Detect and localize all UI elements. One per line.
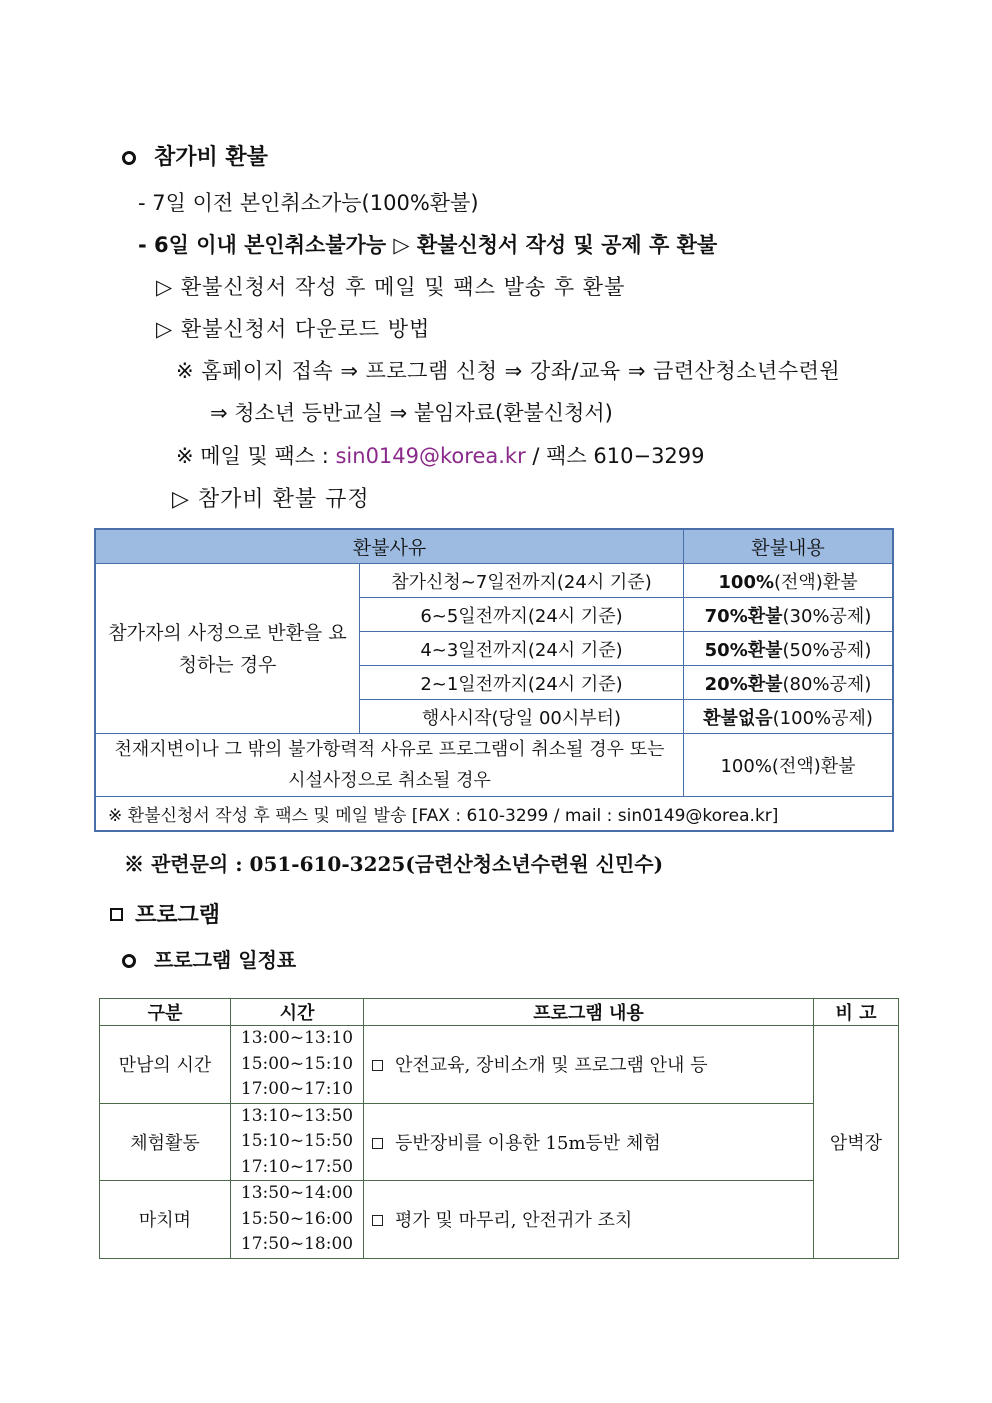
checkbox-square-icon [372, 1138, 383, 1149]
program-title: 프로그램 [110, 898, 220, 929]
inquiry-line: ※ 관련문의 : 051-610-3225(금련산청소년수련원 신민수) [124, 852, 664, 876]
content-cell: 안전교육, 장비소개 및 프로그램 안내 등 [364, 1026, 814, 1104]
schedule-title: 프로그램 일정표 [122, 944, 296, 973]
category-cell: 만남의 시간 [100, 1026, 231, 1104]
contact-prefix: ※ 메일 및 팩스 : [176, 444, 336, 468]
group1-label: 참가자의 사정으로 반환을 요청하는 경우 [95, 564, 360, 734]
group2-label: 천재지변이나 그 밖의 불가항력적 사유로 프로그램이 취소될 경우 또는 시설사정으로 취소될 경우 [95, 734, 684, 797]
period-cell: 2~1일전까지(24시 기준) [360, 666, 684, 700]
table-row [100, 1181, 899, 1259]
refund-rules-title: ▷ 참가비 환불 규정 [172, 487, 370, 512]
email-link[interactable]: sin0149@korea.kr [335, 444, 526, 468]
refund-line-5: ※ 홈페이지 접속 ⇒ 프로그램 신청 ⇒ 강좌/교육 ⇒ 금련산청소년수련원 [176, 359, 841, 383]
contact-line [176, 440, 705, 470]
header-content: 프로그램 내용 [364, 999, 814, 1026]
content-cell: 등반장비를 이용한 15m등반 체험 [364, 1103, 814, 1181]
period-cell: 참가신청~7일전까지(24시 기준) [360, 564, 684, 598]
table-row [100, 1103, 899, 1181]
refund-table [94, 528, 894, 832]
header-refund-reason: 환불사유 [95, 529, 684, 564]
table-row [100, 1026, 899, 1104]
period-cell: 6~5일전까지(24시 기준) [360, 598, 684, 632]
schedule-table [99, 998, 899, 1259]
refund-line-6: ⇒ 청소년 등반교실 ⇒ 붙임자료(환불신청서) [210, 401, 613, 425]
period-cell: 행사시작(당일 00시부터) [360, 700, 684, 734]
remark-cell: 암벽장 [814, 1026, 899, 1259]
category-cell: 마치며 [100, 1181, 231, 1259]
time-cell: 13:50~14:00 15:50~16:00 17:50~18:00 [231, 1181, 364, 1259]
header-remark: 비 고 [814, 999, 899, 1026]
refund-cell: 50%환불(50%공제) [684, 632, 894, 666]
circle-bullet-icon [122, 151, 136, 165]
contact-suffix: / 팩스 610−3299 [525, 444, 705, 468]
table-row [95, 564, 893, 598]
time-cell: 13:00~13:10 15:00~15:10 17:00~17:10 [231, 1026, 364, 1104]
time-cell: 13:10~13:50 15:10~15:50 17:10~17:50 [231, 1103, 364, 1181]
refund-cell: 20%환불(80%공제) [684, 666, 894, 700]
circle-bullet-icon [122, 954, 136, 968]
refund-line-4: ▷ 환불신청서 다운로드 방법 [156, 317, 431, 341]
group2-refund: 100%(전액)환불 [684, 734, 894, 797]
content-cell: 평가 및 마무리, 안전귀가 조치 [364, 1181, 814, 1259]
refund-note: ※ 환불신청서 작성 후 팩스 및 메일 발송 [FAX : 610-3299 / mail : sin0149@korea.kr] [95, 797, 893, 832]
refund-cell: 환불없음(100%공제) [684, 700, 894, 734]
refund-line-1: - 7일 이전 본인취소가능(100%환불) [138, 191, 479, 215]
checkbox-square-icon [372, 1215, 383, 1226]
refund-cell: 70%환불(30%공제) [684, 598, 894, 632]
header-refund-content: 환불내용 [684, 529, 894, 564]
table-row [95, 734, 893, 797]
header-category: 구분 [100, 999, 231, 1026]
category-cell: 체험활동 [100, 1103, 231, 1181]
refund-section-title: 참가비 환불 [122, 140, 268, 171]
period-cell: 4~3일전까지(24시 기준) [360, 632, 684, 666]
header-time: 시간 [231, 999, 364, 1026]
checkbox-square-icon [372, 1060, 383, 1071]
square-bullet-icon [110, 908, 123, 921]
refund-line-2: - 6일 이내 본인취소불가능 ▷ 환불신청서 작성 및 공제 후 환불 [138, 233, 718, 257]
refund-cell: 100%(전액)환불 [684, 564, 894, 598]
refund-line-3: ▷ 환불신청서 작성 후 메일 및 팩스 발송 후 환불 [156, 275, 626, 299]
